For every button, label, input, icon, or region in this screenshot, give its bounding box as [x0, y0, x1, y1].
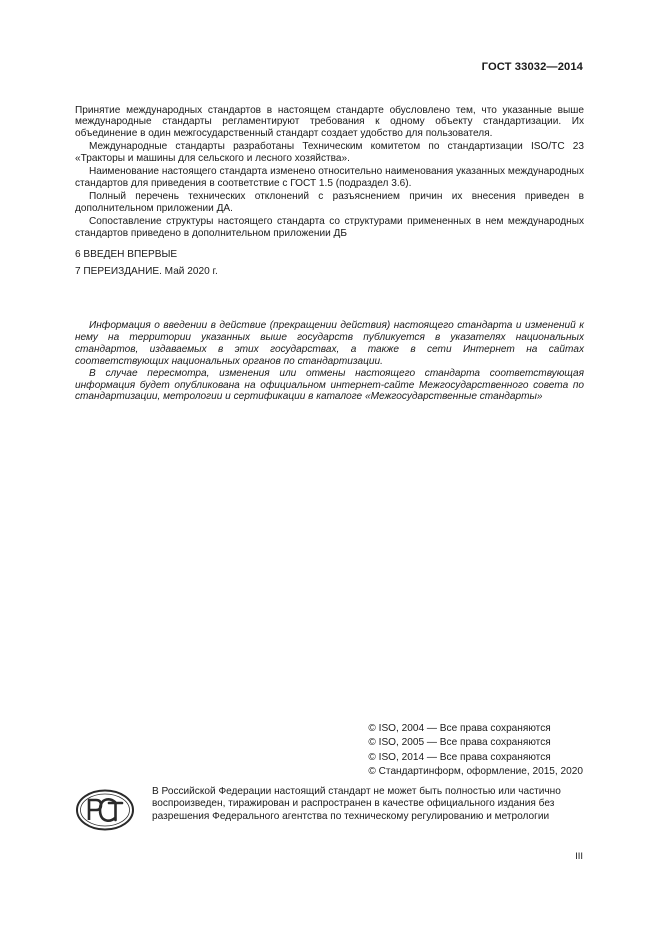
paragraph-deviations: Полный перечень технических отклонений с разъяснением причин их внесения приведен в дополнительном приложении ДА.	[75, 191, 584, 214]
rst-certification-mark-icon	[75, 789, 135, 831]
item-introduced-first: 6 ВВЕДЕН ВПЕРВЫЕ	[75, 249, 178, 260]
info-paragraph-revision: В случае пересмотра, изменения или отмены настоящего стандарта соответствующая информация будет опубликована на официальном интернет-сайте Межгосударственного совета по стандартизации, метрологии и сертификации в каталоге «Межгосударственные стандарты»	[75, 367, 584, 403]
item-reissue: 7 ПЕРЕИЗДАНИЕ. Май 2020 г.	[75, 266, 218, 277]
copyright-line: © Стандартинформ, оформление, 2015, 2020	[368, 766, 583, 778]
copyright-line: © ISO, 2004 — Все права сохраняются	[368, 723, 551, 734]
info-paragraph-enactment: Информация о введении в действие (прекращении действия) настоящего стандарта и изменений к нему на территории указанных выше государств публикуется в указателях национальных стандартов, издаваемых в этих государствах, а также в сети Интернет на сайтах соответствующих национальных органов по стандартизации.	[75, 320, 584, 367]
info-block	[75, 320, 584, 403]
document-code: ГОСТ 33032—2014	[481, 61, 583, 73]
paragraph-name-change: Наименование настоящего стандарта изменено относительно наименования указанных международных стандартов для приведения в соответствие с ГОСТ 1.5 (подраздел 3.6).	[75, 166, 584, 189]
paragraph-adoption: Принятие международных стандартов в настоящем стандарте обусловлено тем, что указанные выше международные стандарты регламентируют требования к одному объекту стандартизации. Их объединение в один межгосударственный стандарт создает удобство для пользователя.	[75, 104, 584, 140]
page-number: III	[575, 851, 583, 862]
rights-notice: В Российской Федерации настоящий стандарт не может быть полностью или частично воспроизведен, тиражирован и распространен в качестве официального издания без разрешения Федерального агентства по техническому регулированию и метрологии	[152, 786, 561, 822]
copyright-line: © ISO, 2005 — Все права сохраняются	[368, 737, 551, 749]
body-text	[75, 93, 584, 241]
paragraph-structure-comparison: Сопоставление структуры настоящего стандарта со структурами примененных в нем международных стандартов приведено в дополнительном приложении ДБ	[75, 216, 584, 239]
copyright-block	[368, 722, 583, 780]
copyright-line: © ISO, 2014 — Все права сохраняются	[368, 751, 551, 763]
rst-logo-graphic	[75, 789, 135, 831]
paragraph-committee: Международные стандарты разработаны Техническим комитетом по стандартизации ISO/TC 23 «Тракторы и машины для сельского и лесного хозяйства».	[75, 141, 584, 165]
